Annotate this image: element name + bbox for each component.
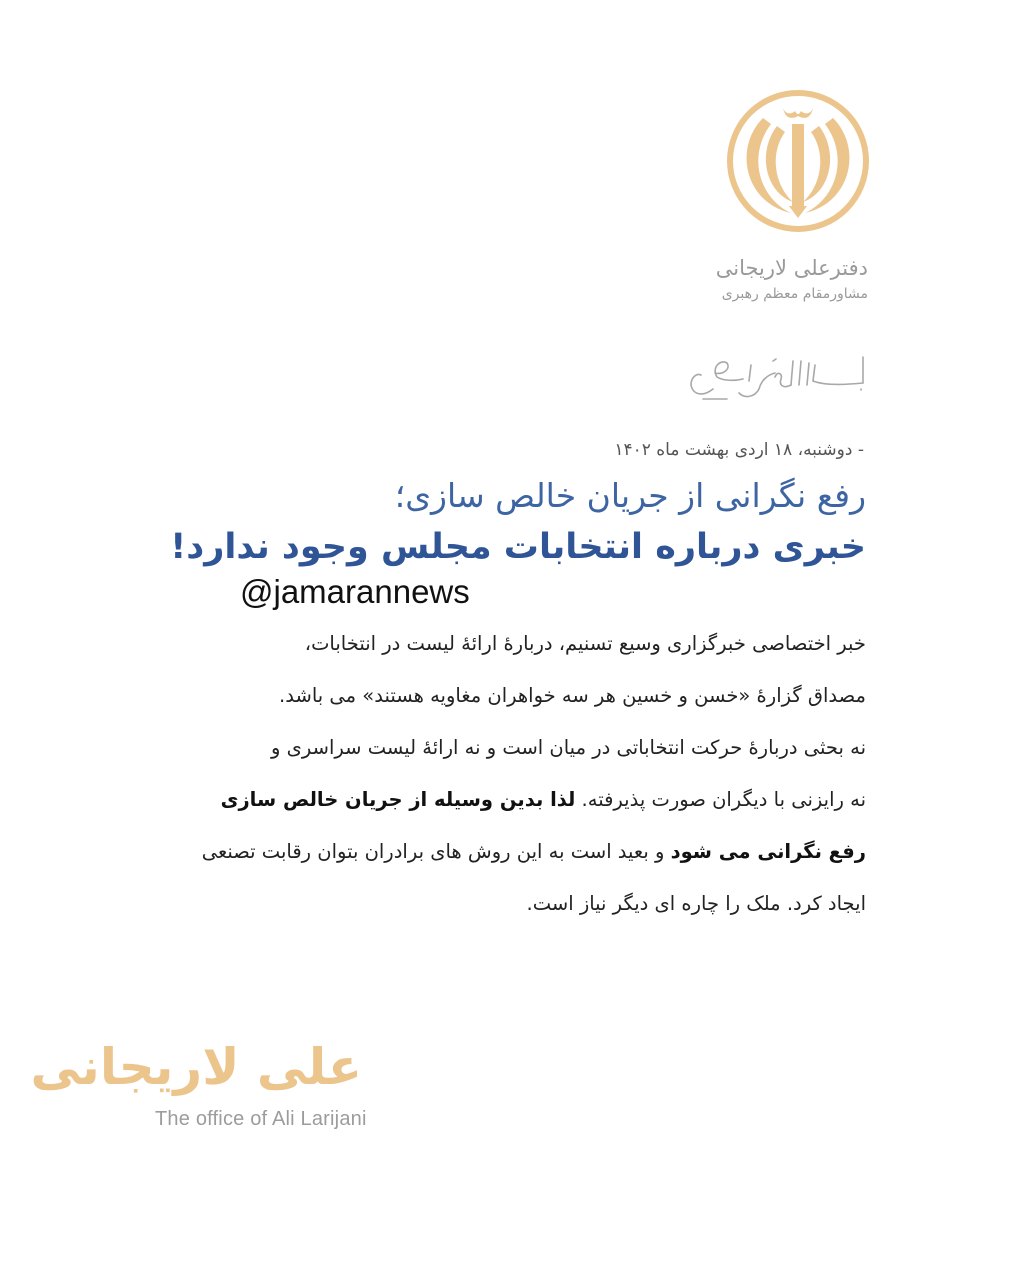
body-text-segment: ایجاد کرد. ملک را چاره ای دیگر نیاز است.	[526, 892, 866, 915]
body-bold-segment: رفع نگرانی می شود	[670, 840, 866, 863]
headline-line-1: رفع نگرانی از جریان خالص سازی؛	[394, 476, 866, 515]
body-text-segment: و بعید است به این روش های برادران بتوان رقابت تصنعی	[201, 840, 671, 863]
body-line	[220, 780, 866, 832]
footer-english-caption: The office of Ali Larijani	[155, 1108, 367, 1130]
islamic-republic-emblem-icon	[725, 88, 871, 234]
office-name: دفترعلی لاریجانی	[715, 256, 868, 280]
body-text-segment: نه بحثی دربارهٔ حرکت انتخاباتی در میان است و نه ارائهٔ لیست سراسری و	[271, 736, 866, 759]
statement-body	[201, 624, 866, 936]
body-text-segment: نه رایزنی با دیگران صورت پذیرفته.	[575, 788, 866, 811]
jamarannews-watermark: @jamarannews	[240, 573, 470, 610]
larijani-calligraphy-logo: علی لاریجانی	[30, 1038, 362, 1096]
body-line	[201, 832, 866, 884]
body-text-segment: خبر اختصاصی خبرگزاری وسیع تسنیم، دربارهٔ ارائهٔ لیست در انتخابات،	[304, 632, 866, 655]
body-line	[246, 884, 866, 936]
office-subtitle: مشاورمقام معظم رهبری	[721, 286, 868, 302]
body-line	[246, 676, 866, 728]
publication-date: - دوشنبه، ۱۸ اردی بهشت ماه ۱۴۰۲	[614, 440, 864, 460]
body-line	[246, 728, 866, 780]
body-bold-segment: لذا بدین وسیله از جریان خالص سازی	[220, 788, 576, 811]
headline-line-2: خبری درباره انتخابات مجلس وجود ندارد!	[170, 527, 866, 567]
body-text-segment: مصداق گزارهٔ «خسن و خسین هر سه خواهران مغاویه هستند» می باشد.	[279, 684, 866, 707]
body-line	[246, 624, 866, 676]
basmala-calligraphy-icon	[683, 345, 868, 405]
